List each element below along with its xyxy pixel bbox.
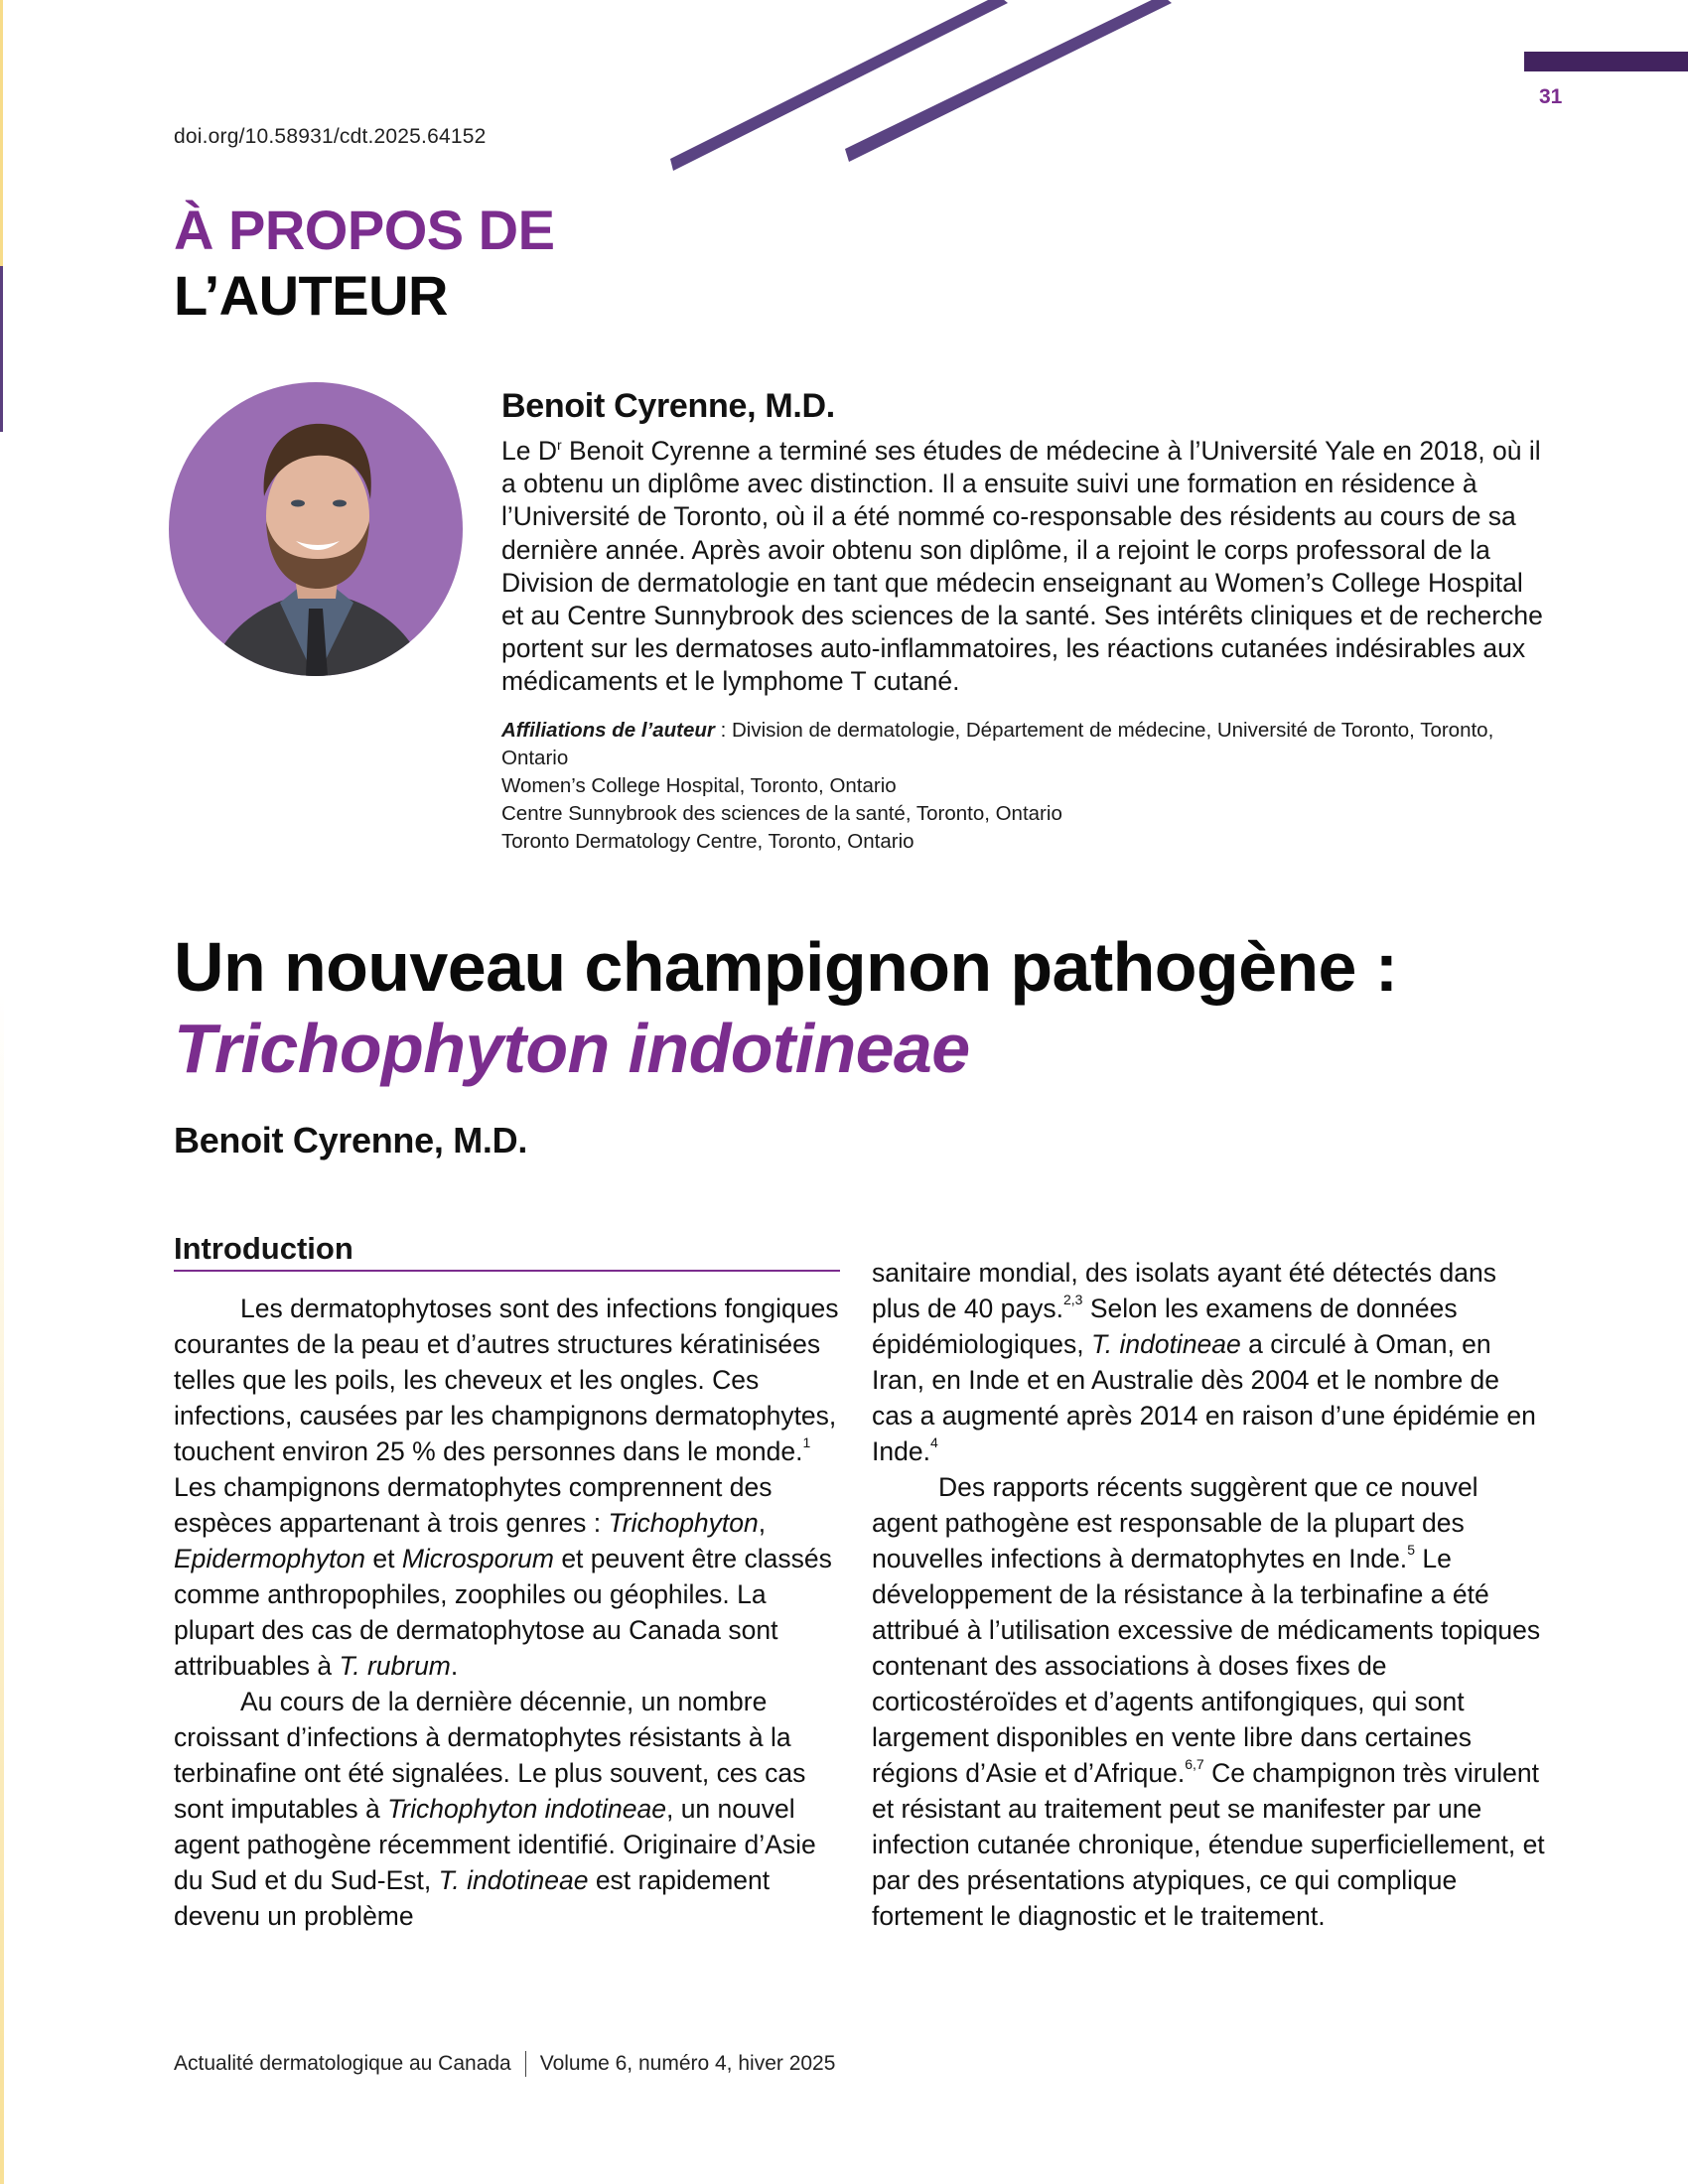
- affiliation-item: Women’s College Hospital, Toronto, Ontario: [501, 773, 897, 797]
- left-edge-purple-strip: [0, 266, 3, 432]
- author-photo: [169, 382, 463, 676]
- affiliation-line: [501, 717, 1544, 772]
- affiliation-item: Toronto Dermatology Centre, Toronto, Ontario: [501, 829, 914, 853]
- decorative-diagonal-stripes: [0, 0, 1688, 199]
- author-bio-section: [501, 381, 1544, 856]
- author-portrait-icon: [169, 382, 463, 676]
- article-title-line1: Un nouveau champignon pathogène :: [174, 928, 1398, 1006]
- page-footer: [174, 2051, 835, 2077]
- footer-journal-name: Actualité dermatologique au Canada: [174, 2052, 511, 2075]
- paragraph-1: Les dermatophytoses sont des infections fongiques courantes de la peau et d’autres structures kératinisées telles que les poils, les cheveux et les ongles. Ces infections, causées par les champignons dermatophytes, touchent environ 25 % des personnes dans le monde.$^1$ Les champignons dermatophytes comprennent des espèces appartenant à trois genres : Trichophyton, Epidermophyton et Microsporum et peuvent être classés comme anthropophiles, zoophiles ou géophiles. La plupart des cas de dermatophytose au Canada sont attribuables à T. rubrum.: [174, 1294, 839, 1681]
- article-byline: Benoit Cyrenne, M.D.: [174, 1120, 528, 1160]
- stripe-1: [670, 0, 1008, 171]
- body-column-left: [174, 1291, 849, 1934]
- section-heading-introduction: Introduction: [174, 1231, 353, 1266]
- page-corner-bar: [1524, 52, 1688, 71]
- article-title-line2: Trichophyton indotineae: [174, 1010, 970, 1087]
- body-column-right: [872, 1255, 1547, 1934]
- citation-superscript: 5: [1407, 1542, 1415, 1558]
- bio-text: Benoit Cyrenne a terminé ses études de médecine à l’Université Yale en 2018, où il a obtenu un diplôme avec distinction. Il a ensuite suivi une formation en résidence à l’Université de Toronto, où il a été nommé co-responsable des résidents au cours de sa dernière année. Après avoir obtenu son diplôme, il a rejoint le corps professoral de la Division de dermatologie en tant que médecin enseignant au Women’s College Hospital et au Centre Sunnybrook des sciences de la santé. Ses intérêts cliniques et de recherche portent sur les dermatoses auto-inflammatoires, les réactions cutanées indésirables aux médicaments et le lymphome T cutané.: [501, 436, 1543, 697]
- left-edge-yellow-gradient: [0, 993, 4, 2184]
- about-heading-line1: À PROPOS DE: [174, 199, 555, 261]
- stripe-2: [845, 0, 1172, 162]
- citation-superscript: 6,7: [1185, 1756, 1204, 1772]
- doi-link[interactable]: doi.org/10.58931/cdt.2025.64152: [174, 125, 487, 148]
- paragraph-2: Au cours de la dernière décennie, un nombre croissant d’infections à dermatophytes résistants à la terbinafine ont été signalées. Le plus souvent, ces cas sont imputables à Trichophyton indotineae, un nouvel agent pathogène récemment identifié. Originaire d’Asie du Sud et du Sud-Est, T. indotineae est rapidement devenu un problème: [174, 1687, 816, 1931]
- footer-issue: Volume 6, numéro 4, hiver 2025: [539, 2052, 836, 2075]
- paragraph-3: Des rapports récents suggèrent que ce nouvel agent pathogène est responsable de la plupart des nouvelles infections à dermatophytes en Inde.$^5$ Le développement de la résistance à la terbinafine a été attribué à l’utilisation excessive de médicaments topiques contenant des associations à doses fixes de corticostéroïdes et d’agents antifongiques, qui sont largement disponibles en vente libre dans certaines régions d’Asie et d’Afrique.$^{6,7}$ Ce champignon très virulent et résistant au traitement peut se manifester par une infection cutanée chronique, étendue superficiellement, et par des présentations atypiques, ce qui complique fortement le diagnostic et le traitement.: [872, 1472, 1545, 1931]
- footer-divider: [525, 2051, 526, 2077]
- page-number: 31: [1539, 85, 1563, 108]
- paragraph-2-continued: sanitaire mondial, des isolats ayant été détectés dans plus de 40 pays.$^{2,3}$ Selon les examens de données épidémiologiques, T. indotineae a circulé à Oman, en Iran, en Inde et en Australie dès 2004 et le nombre de cas a augmenté après 2014 en raison d’une épidémie en Inde.$^4$: [872, 1258, 1536, 1466]
- bio-prefix: Le D: [501, 436, 557, 466]
- author-bio: [501, 435, 1544, 699]
- author-affiliations: [501, 717, 1544, 856]
- affiliations-label: Affiliations de l’auteur: [501, 718, 715, 742]
- citation-superscript: 2,3: [1063, 1292, 1083, 1307]
- section-heading-rule: [174, 1270, 840, 1272]
- affiliations-separator: :: [714, 718, 732, 742]
- bio-superscript: r: [556, 437, 562, 453]
- affiliation-item: Centre Sunnybrook des sciences de la santé, Toronto, Ontario: [501, 801, 1062, 825]
- citation-superscript: 4: [929, 1434, 938, 1450]
- affiliation-item: Division de dermatologie, Département de médecine, Université de Toronto, Toronto, Ontario: [501, 718, 1494, 769]
- about-heading-line2: L’AUTEUR: [174, 264, 448, 327]
- citation-superscript: 1: [802, 1434, 811, 1450]
- author-name: Benoit Cyrenne, M.D.: [501, 387, 835, 425]
